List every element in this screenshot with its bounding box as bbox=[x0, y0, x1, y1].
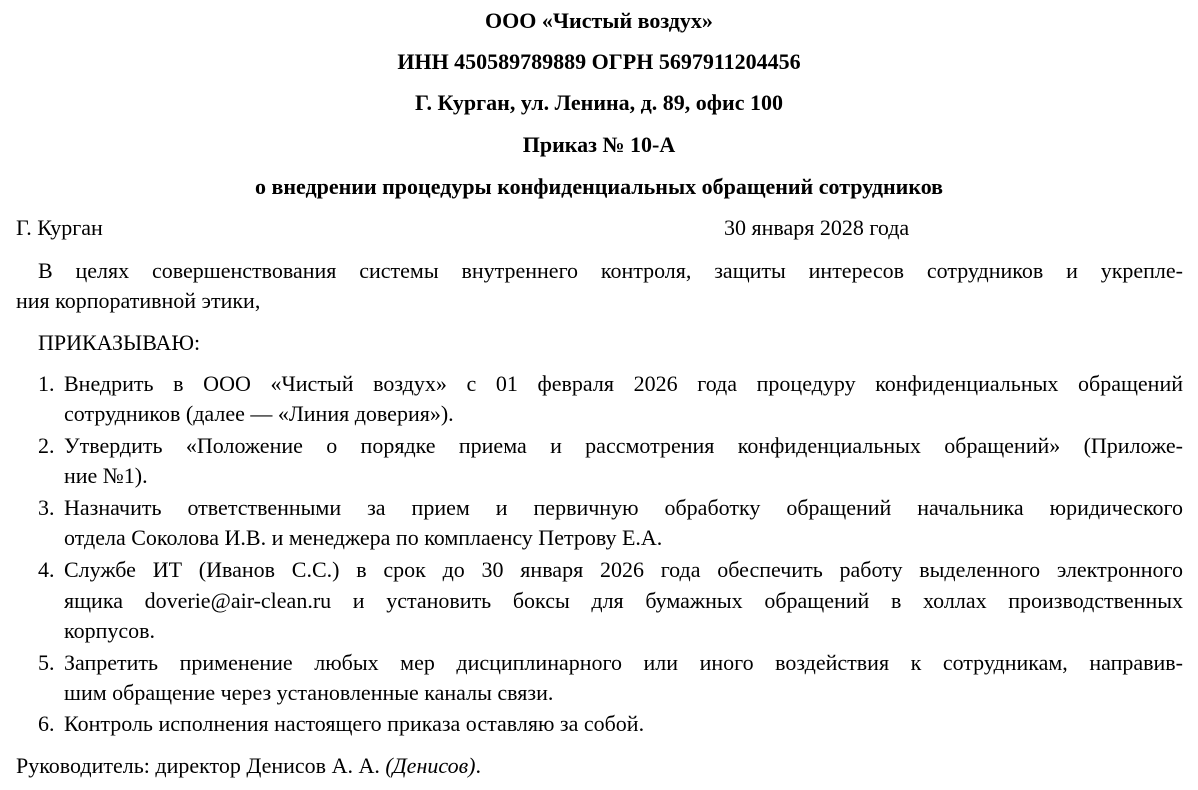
company-address: Г. Курган, ул. Ленина, д. 89, офис 100 bbox=[415, 90, 783, 115]
signature-name: (Денисов) bbox=[385, 753, 476, 778]
item-number: 4. bbox=[38, 557, 55, 582]
signature-end-mark: . bbox=[475, 753, 481, 778]
item-number: 5. bbox=[38, 650, 55, 675]
item-number: 2. bbox=[38, 433, 55, 458]
item-number: 6. bbox=[38, 711, 55, 736]
item-line-1: Назначить ответственными за прием и первичную обработку обращений начальника юридического bbox=[64, 495, 1183, 520]
item-line-1: Утвердить «Положение о порядке приема и рассмотрения конфиденциальных обращений» (Приложе- bbox=[64, 433, 1183, 458]
item-line-1: Службе ИТ (Иванов С.С.) в срок до 30 января 2026 года обеспечить работу выделенного электронного bbox=[64, 557, 1183, 582]
order-word: ПРИКАЗЫВАЮ: bbox=[38, 330, 201, 355]
item-number: 3. bbox=[38, 495, 55, 520]
preamble-line-1: В целях совершенствования системы внутреннего контроля, защиты интересов сотрудников и укрепле- bbox=[38, 258, 1183, 283]
order-title: Приказ № 10-А bbox=[522, 132, 676, 157]
item-line-3: корпусов. bbox=[64, 618, 155, 643]
item-line-2: ящика doverie@air-clean.ru и установить боксы для бумажных обращений в холлах производственных bbox=[64, 588, 1183, 613]
company-name: ООО «Чистый воздух» bbox=[485, 8, 713, 33]
item-number: 1. bbox=[38, 371, 55, 396]
item-line-1: Контроль исполнения настоящего приказа оставляю за собой. bbox=[64, 711, 645, 736]
item-line-2: ние №1). bbox=[64, 463, 148, 488]
item-line-1: Внедрить в ООО «Чистый воздух» с 01 февраля 2026 года процедуру конфиденциальных обращений bbox=[64, 371, 1183, 396]
item-line-2: сотрудников (далее — «Линия доверия»). bbox=[64, 401, 454, 426]
item-line-2: отдела Соколова И.В. и менеджера по комплаенсу Петрову Е.А. bbox=[64, 525, 663, 550]
order-subject: о внедрении процедуры конфиденциальных обращений сотрудников bbox=[254, 174, 944, 199]
preamble-line-2: ния корпоративной этики, bbox=[16, 288, 261, 313]
signature-label: Руководитель: директор Денисов А. А. bbox=[16, 753, 380, 778]
item-line-1: Запретить применение любых мер дисциплинарного или иного воздействия к сотрудникам, направив- bbox=[64, 650, 1183, 675]
order-date: 30 января 2028 года bbox=[724, 215, 910, 240]
company-registration: ИНН 450589789889 ОГРН 5697911204456 bbox=[397, 49, 801, 74]
item-line-2: шим обращение через установленные каналы связи. bbox=[64, 680, 554, 705]
order-city: Г. Курган bbox=[16, 215, 103, 240]
signature-block bbox=[16, 753, 481, 779]
